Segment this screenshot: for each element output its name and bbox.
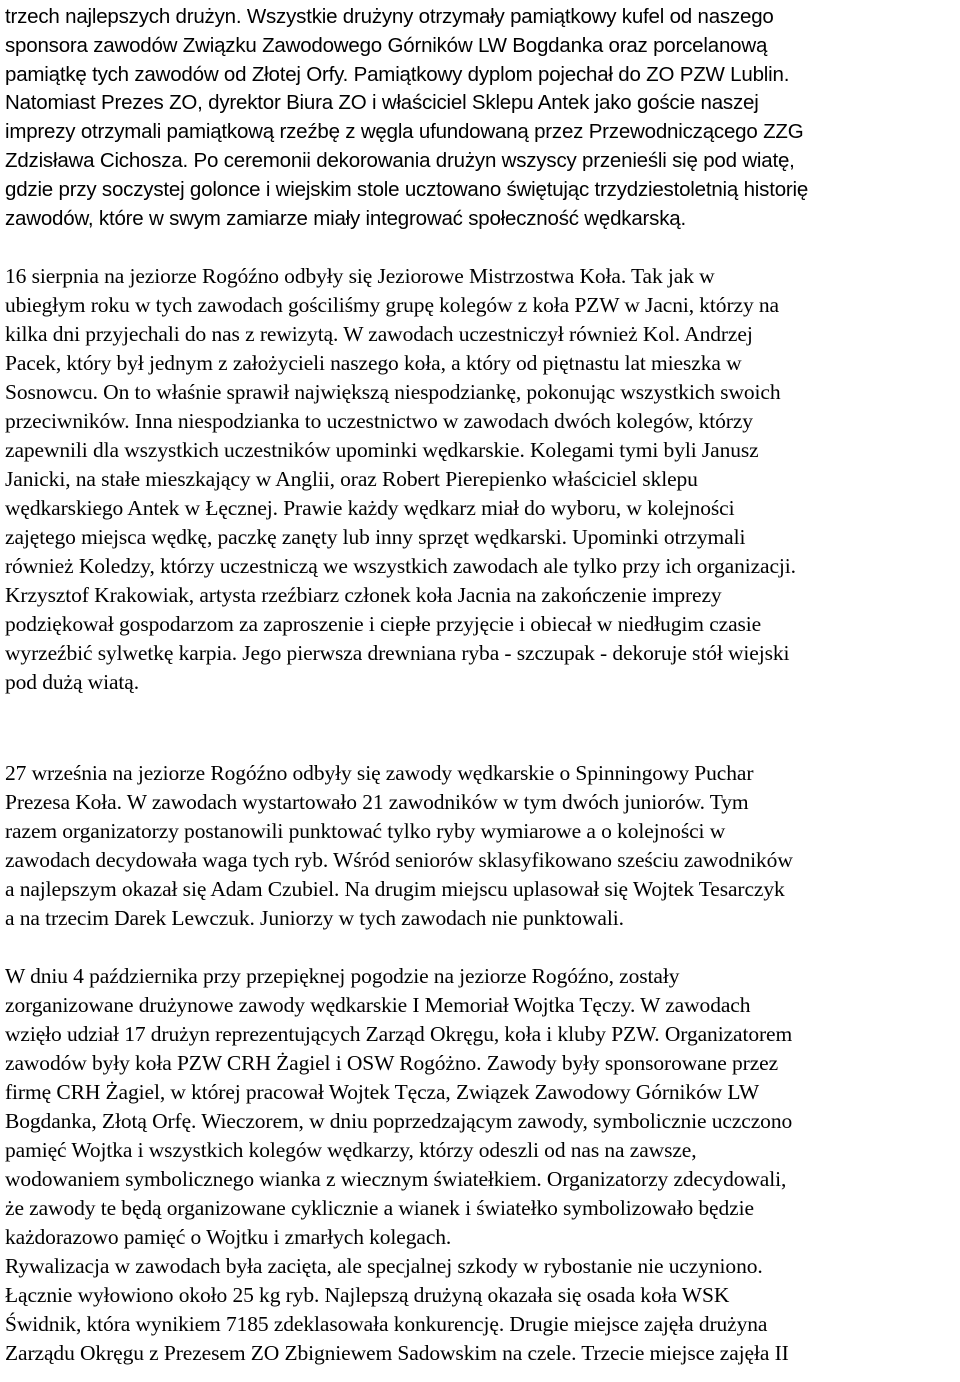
text-line: sponsora zawodów Związku Zawodowego Górników LW Bogdanka oraz porcelanową (5, 34, 768, 57)
text-line: że zawody te będą organizowane cyklicznie a wianek i światełko symbolizowało będzie (5, 1196, 754, 1220)
text-line: wędkarskiego Antek w Łęcznej. Prawie każdy wędkarz miał do wyboru, w kolejności (5, 496, 735, 520)
text-line: imprezy otrzymali pamiątkową rzeźbę z węgla ufundowaną przez Przewodniczącego ZZG (5, 120, 804, 143)
text-line: Świdnik, która wynikiem 7185 zdeklasowała konkurencję. Drugie miejsce zajęła drużyna (5, 1312, 768, 1336)
text-line: wyrzeźbić sylwetkę karpia. Jego pierwsza drewniana ryba - szczupak - dekoruje stół wiejski (5, 641, 790, 665)
text-line: Krzysztof Krakowiak, artysta rzeźbiarz członek koła Jacnia na zakończenie imprezy (5, 583, 722, 607)
text-line: pamięć Wojtka i wszystkich kolegów wędkarzy, którzy odeszli od nas na zawsze, (5, 1138, 697, 1162)
text-line: zapewnili dla wszystkich uczestników upominki wędkarskie. Kolegami tymi byli Janusz (5, 438, 759, 462)
text-line: Łącznie wyłowiono około 25 kg ryb. Najlepszą drużyną okazała się osada koła WSK (5, 1283, 730, 1307)
text-line: zawodów były koła PZW CRH Żagiel i OSW Rogóżno. Zawody były sponsorowane przez (5, 1051, 779, 1075)
text-line: firmę CRH Żagiel, w której pracował Wojtek Tęcza, Związek Zawodowy Górników LW (5, 1080, 760, 1104)
text-line: również Koledzy, którzy uczestniczą we wszystkich zawodach ale tylko przy ich organizacji. (5, 554, 796, 578)
text-line: każdorazowo pamięć o Wojtku i zmarłych kolegach. (5, 1225, 452, 1249)
text-line: Sosnowcu. On to właśnie sprawił największą niespodziankę, pokonując wszystkich swoich (5, 380, 781, 404)
text-line: razem organizatorzy postanowili punktować tylko ryby wymiarowe a o kolejności w (5, 819, 726, 843)
text-line: Janicki, na stałe mieszkający w Anglii, oraz Robert Pierepienko właściciel sklepu (5, 467, 698, 491)
text-line: zajętego miejsca wędkę, paczkę zanęty lub inny sprzęt wędkarski. Upominki otrzymali (5, 525, 746, 549)
text-line: trzech najlepszych drużyn. Wszystkie drużyny otrzymały pamiątkowy kufel od naszego (5, 5, 774, 28)
text-line: Zarządu Okręgu z Prezesem ZO Zbigniewem Sadowskim na czele. Trzecie miejsce zajęła II (5, 1341, 789, 1365)
text-line: zawodów, które w swym zamiarze miały integrować społeczność wędkarską. (5, 207, 686, 230)
text-line: wzięło udział 17 drużyn reprezentujących Zarząd Okręgu, koła i kluby PZW. Organizatorem (5, 1022, 793, 1046)
text-line: podziękował gospodarzom za zaproszenie i ciepłe przyjęcie i obiecał w niedługim czasie (5, 612, 762, 636)
text-line: a na trzecim Darek Lewczuk. Juniorzy w tych zawodach nie punktowali. (5, 906, 624, 930)
text-line: Natomiast Prezes ZO, dyrektor Biura ZO i właściciel Sklepu Antek jako goście naszej (5, 91, 759, 114)
text-line: pamiątkę tych zawodów od Złotej Orfy. Pamiątkowy dyplom pojechał do ZO PZW Lublin. (5, 63, 790, 86)
text-line: ubiegłym roku w tych zawodach gościliśmy grupę kolegów z koła PZW w Jacni, którzy na (5, 293, 779, 317)
text-line: Pacek, który był jednym z założycieli naszego koła, a który od piętnastu lat mieszka w (5, 351, 742, 375)
text-line: Rywalizacja w zawodach była zacięta, ale specjalnej szkody w rybostanie nie uczyniono. (5, 1254, 763, 1278)
text-line: W dniu 4 października przy przepięknej pogodzie na jeziorze Rogóźno, zostały (5, 964, 680, 988)
text-line: Bogdanka, Złotą Orfę. Wieczorem, w dniu poprzedzającym zawody, symbolicznie uczczono (5, 1109, 793, 1133)
text-line: wodowaniem symbolicznego wianka z wiecznym światełkiem. Organizatorzy zdecydowali, (5, 1167, 787, 1191)
text-line: gdzie przy soczystej golonce i wiejskim stole ucztowano świętując trzydziestoletnią historię (5, 178, 809, 201)
text-line: pod dużą wiatą. (5, 670, 140, 694)
text-line: 27 września na jeziorze Rogóźno odbyły się zawody wędkarskie o Spinningowy Puchar (5, 761, 754, 785)
text-line: Prezesa Koła. W zawodach wystartowało 21 zawodników w tym dwóch juniorów. Tym (5, 790, 749, 814)
text-line: zawodach decydowała waga tych ryb. Wśród seniorów sklasyfikowano sześciu zawodników (5, 848, 793, 872)
text-line: kilka dni przyjechali do nas z rewizytą. W zawodach uczestniczył również Kol. Andrzej (5, 322, 753, 346)
text-line: a najlepszym okazał się Adam Czubiel. Na drugim miejscu uplasował się Wojtek Tesarczyk (5, 877, 785, 901)
text-line: 16 sierpnia na jeziorze Rogóźno odbyły się Jeziorowe Mistrzostwa Koła. Tak jak w (5, 264, 715, 288)
text-line: przeciwników. Inna niespodzianka to uczestnictwo w zawodach dwóch kolegów, którzy (5, 409, 753, 433)
text-line: Zdzisława Cichosza. Po ceremonii dekorowania drużyn wszyscy przenieśli się pod wiatę, (5, 149, 795, 172)
text-line: zorganizowane drużynowe zawody wędkarskie I Memoriał Wojtka Tęczy. W zawodach (5, 993, 751, 1017)
